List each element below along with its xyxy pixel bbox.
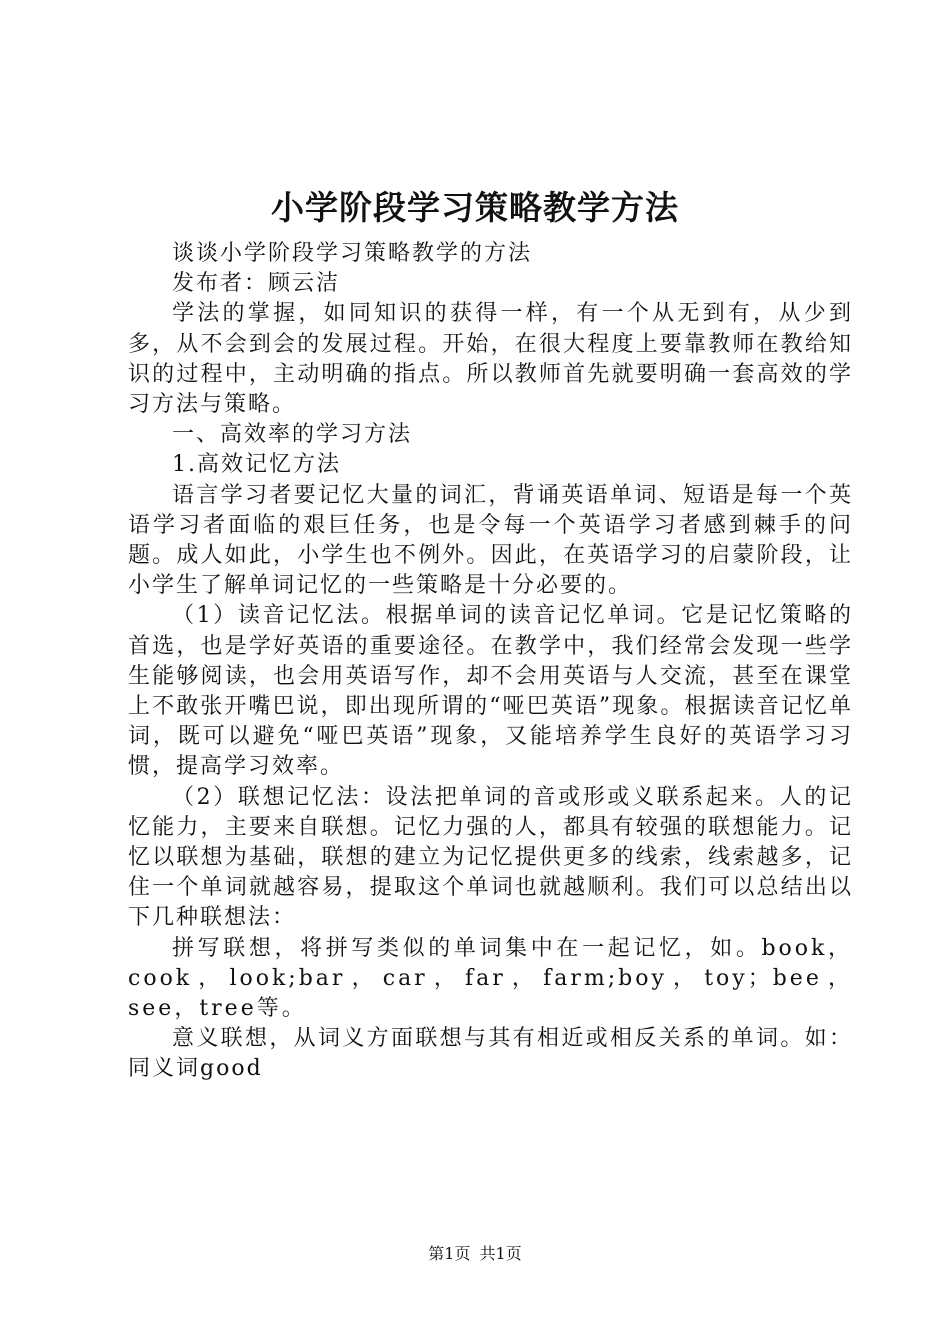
- section-heading: 一、高效率的学习方法: [172, 422, 413, 448]
- paragraph-vocabulary: 语言学习者要记忆大量的词汇，背诵英语单词、短语是每一个英语学习者面临的艰巨任务，也是令每一个英语学习者感到棘手的问题。成人如此，小学生也不例外。因此，在英语学习的启蒙阶段，让小学生了解单词记忆的一些策略是十分必要的。: [128, 482, 853, 599]
- paragraph-intro: 学法的掌握，如同知识的获得一样，有一个从无到有，从少到多，从不会到会的发展过程。开始，在很大程度上要靠教师在教给知识的过程中，主动明确的指点。所以教师首先就要明确一套高效的学习方法与策略。: [128, 301, 853, 418]
- paragraph-spelling-association: 拼写联想，将拼写类似的单词集中在一起记忆，如。book，cook，look;bar，car，far，farm;boy，toy；bee，see，tree等。: [128, 935, 853, 1022]
- document-body: [128, 239, 853, 1085]
- subsection-heading: 1.高效记忆方法: [172, 452, 341, 478]
- paragraph-author: 发布者：顾云洁: [172, 271, 341, 297]
- paragraph-pronunciation-method: （1）读音记忆法。根据单词的读音记忆单词。它是记忆策略的首选，也是学好英语的重要途径。在教学中，我们经常会发现一些学生能够阅读，也会用英语写作，却不会用英语与人交流，甚至在课堂上不敢张开嘴巴说，即出现所谓的“哑巴英语”现象。根据读音记忆单词，既可以避免“哑巴英语”现象，又能培养学生良好的英语学习习惯，提高学习效率。: [128, 603, 853, 780]
- paragraph-meaning-association: 意义联想，从词义方面联想与其有相近或相反关系的单词。如：同义词good: [128, 1026, 853, 1082]
- document-title: 小学阶段学习策略教学方法: [271, 188, 679, 227]
- paragraph-association-method: （2）联想记忆法：设法把单词的音或形或义联系起来。人的记忆能力，主要来自联想。记忆力强的人，都具有较强的联想能力。记忆以联想为基础，联想的建立为记忆提供更多的线索，线索越多，记住一个单词就越容易，提取这个单词也就越顺利。我们可以总结出以下几种联想法：: [128, 784, 853, 931]
- page-footer: [0, 1242, 950, 1266]
- paragraph-subtitle: 谈谈小学阶段学习策略教学的方法: [172, 241, 533, 266]
- page-total: 共1页: [479, 1244, 522, 1263]
- page-number: 第1页: [428, 1244, 471, 1263]
